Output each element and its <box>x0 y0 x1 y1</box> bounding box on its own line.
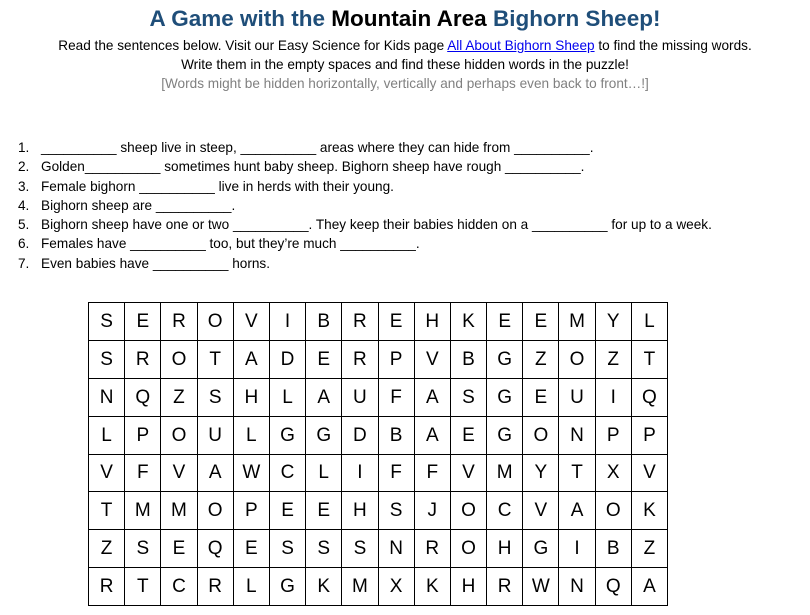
grid-cell[interactable]: L <box>269 378 305 416</box>
grid-cell[interactable]: O <box>197 303 233 341</box>
grid-cell[interactable]: M <box>125 492 161 530</box>
grid-cell[interactable]: M <box>161 492 197 530</box>
grid-cell[interactable]: B <box>306 303 342 341</box>
grid-cell[interactable]: F <box>378 454 414 492</box>
grid-cell[interactable]: D <box>342 416 378 454</box>
grid-cell[interactable]: O <box>161 340 197 378</box>
intro-line <box>0 38 810 53</box>
grid-cell[interactable]: L <box>89 416 125 454</box>
grid-cell[interactable]: T <box>89 492 125 530</box>
grid-cell[interactable]: L <box>233 568 269 606</box>
grid-row <box>89 303 668 341</box>
grid-cell[interactable]: P <box>631 416 667 454</box>
grid-cell[interactable]: A <box>306 378 342 416</box>
grid-cell[interactable]: K <box>414 568 450 606</box>
grid-cell[interactable]: E <box>233 530 269 568</box>
grid-cell[interactable]: I <box>595 378 631 416</box>
grid-row <box>89 530 668 568</box>
grid-cell[interactable]: O <box>559 340 595 378</box>
grid-cell[interactable]: E <box>125 303 161 341</box>
grid-cell[interactable]: A <box>414 416 450 454</box>
grid-cell[interactable]: U <box>559 378 595 416</box>
grid-cell[interactable]: K <box>306 568 342 606</box>
grid-cell[interactable]: A <box>414 378 450 416</box>
grid-cell[interactable]: C <box>487 492 523 530</box>
grid-cell[interactable]: G <box>306 416 342 454</box>
grid-cell[interactable]: Q <box>125 378 161 416</box>
grid-cell[interactable]: R <box>197 568 233 606</box>
question-item <box>18 138 712 157</box>
title-part-2: Mountain Area <box>331 6 487 31</box>
grid-cell[interactable]: A <box>631 568 667 606</box>
grid-cell[interactable]: R <box>89 568 125 606</box>
grid-row <box>89 454 668 492</box>
grid-cell[interactable]: B <box>450 340 486 378</box>
question-item <box>18 234 712 253</box>
grid-cell[interactable]: B <box>378 416 414 454</box>
grid-cell[interactable]: E <box>161 530 197 568</box>
question-text: Females have __________ too, but they’re much __________. <box>41 236 420 252</box>
grid-cell[interactable]: U <box>342 378 378 416</box>
grid-cell[interactable]: T <box>125 568 161 606</box>
grid-cell[interactable]: C <box>269 454 305 492</box>
question-text: Bighorn sheep have one or two __________. They keep their babies hidden on a __________ for up to a week. <box>41 217 712 233</box>
question-number: 1. <box>18 140 30 155</box>
grid-cell[interactable]: F <box>125 454 161 492</box>
grid-cell[interactable]: D <box>269 340 305 378</box>
grid-cell[interactable]: I <box>559 530 595 568</box>
grid-cell[interactable]: M <box>559 303 595 341</box>
grid-cell[interactable]: T <box>197 340 233 378</box>
grid-cell[interactable]: G <box>269 416 305 454</box>
grid-cell[interactable]: J <box>414 492 450 530</box>
question-item <box>18 177 712 196</box>
grid-cell[interactable]: V <box>450 454 486 492</box>
question-number: 4. <box>18 197 30 213</box>
grid-cell[interactable]: X <box>595 454 631 492</box>
grid-cell[interactable]: H <box>342 492 378 530</box>
grid-cell[interactable]: S <box>378 492 414 530</box>
grid-cell[interactable]: E <box>378 303 414 341</box>
intro-text-before: Read the sentences below. Visit our Easy Science for Kids page <box>58 38 445 53</box>
grid-cell[interactable]: R <box>342 340 378 378</box>
grid-cell[interactable]: P <box>233 492 269 530</box>
grid-cell[interactable]: A <box>233 340 269 378</box>
grid-row <box>89 340 668 378</box>
grid-cell[interactable]: K <box>450 303 486 341</box>
grid-cell[interactable]: E <box>523 378 559 416</box>
grid-cell[interactable]: G <box>487 416 523 454</box>
grid-cell[interactable]: O <box>161 416 197 454</box>
question-text: Female bighorn __________ live in herds with their young. <box>41 178 394 194</box>
question-number: 3. <box>18 178 30 194</box>
grid-cell[interactable]: Y <box>595 303 631 341</box>
instructions-line: Write them in the empty spaces and find these hidden words in the puzzle! <box>181 57 629 72</box>
question-text: Golden__________ sometimes hunt baby sheep. Bighorn sheep have rough __________. <box>41 159 585 175</box>
grid-cell[interactable]: K <box>631 492 667 530</box>
grid-cell[interactable]: G <box>487 340 523 378</box>
grid-cell[interactable]: E <box>269 492 305 530</box>
grid-cell[interactable]: W <box>233 454 269 492</box>
grid-cell[interactable]: V <box>414 340 450 378</box>
grid-cell[interactable]: F <box>414 454 450 492</box>
hint-note: [Words might be hidden horizontally, vertically and perhaps even back to front…!] <box>161 76 649 91</box>
grid-cell[interactable]: E <box>523 303 559 341</box>
grid-cell[interactable]: P <box>378 340 414 378</box>
grid-cell[interactable]: R <box>125 340 161 378</box>
grid-cell[interactable]: Y <box>523 454 559 492</box>
grid-cell[interactable]: F <box>378 378 414 416</box>
question-number: 7. <box>18 255 30 271</box>
grid-cell[interactable]: S <box>125 530 161 568</box>
grid-cell[interactable]: S <box>306 530 342 568</box>
grid-cell[interactable]: S <box>197 378 233 416</box>
grid-cell[interactable]: V <box>233 303 269 341</box>
grid-cell[interactable]: Z <box>89 530 125 568</box>
page-title <box>0 6 810 32</box>
grid-cell[interactable]: H <box>450 568 486 606</box>
question-number: 6. <box>18 236 30 252</box>
grid-cell[interactable]: L <box>631 303 667 341</box>
bighorn-sheep-link[interactable]: All About Bighorn Sheep <box>447 38 595 53</box>
grid-cell[interactable]: Q <box>197 530 233 568</box>
grid-cell[interactable]: S <box>450 378 486 416</box>
grid-cell[interactable]: U <box>197 416 233 454</box>
grid-cell[interactable]: Z <box>595 340 631 378</box>
grid-cell[interactable]: S <box>89 303 125 341</box>
intro-text-after: to find the missing words. <box>598 38 752 53</box>
title-part-3: Bighorn Sheep! <box>492 6 661 31</box>
grid-cell[interactable]: E <box>487 303 523 341</box>
grid-cell[interactable]: R <box>414 530 450 568</box>
grid-cell[interactable]: S <box>342 530 378 568</box>
grid-row <box>89 568 668 606</box>
grid-cell[interactable]: I <box>342 454 378 492</box>
grid-cell[interactable]: E <box>306 492 342 530</box>
question-text: Bighorn sheep are __________. <box>41 197 236 213</box>
grid-cell[interactable]: R <box>161 303 197 341</box>
grid-cell[interactable]: O <box>450 530 486 568</box>
grid-cell[interactable]: N <box>559 568 595 606</box>
grid-cell[interactable]: O <box>450 492 486 530</box>
grid-cell[interactable]: R <box>487 568 523 606</box>
grid-cell[interactable]: R <box>342 303 378 341</box>
grid-cell[interactable]: L <box>233 416 269 454</box>
question-list <box>18 138 712 273</box>
question-item <box>18 157 712 176</box>
title-part-1: A Game with the <box>149 6 325 31</box>
grid-cell[interactable]: O <box>523 416 559 454</box>
grid-cell[interactable]: V <box>631 454 667 492</box>
grid-cell[interactable]: V <box>161 454 197 492</box>
grid-cell[interactable]: A <box>559 492 595 530</box>
question-text: __________ sheep live in steep, __________ areas where they can hide from __________. <box>41 140 594 155</box>
grid-cell[interactable]: M <box>342 568 378 606</box>
grid-cell[interactable]: P <box>595 416 631 454</box>
grid-cell[interactable]: S <box>269 530 305 568</box>
question-text: Even babies have __________ horns. <box>41 255 271 271</box>
word-search-grid <box>88 302 668 606</box>
grid-cell[interactable]: L <box>306 454 342 492</box>
question-item <box>18 254 712 273</box>
grid-row <box>89 492 668 530</box>
grid-cell[interactable]: C <box>161 568 197 606</box>
grid-cell[interactable]: G <box>487 378 523 416</box>
grid-cell[interactable]: T <box>631 340 667 378</box>
grid-cell[interactable]: E <box>450 416 486 454</box>
grid-cell[interactable]: H <box>414 303 450 341</box>
grid-cell[interactable]: Q <box>595 568 631 606</box>
grid-cell[interactable]: M <box>487 454 523 492</box>
question-number: 2. <box>18 159 30 175</box>
question-number: 5. <box>18 217 30 233</box>
grid-cell[interactable]: P <box>125 416 161 454</box>
grid-cell[interactable]: G <box>523 530 559 568</box>
grid-cell[interactable]: Z <box>631 530 667 568</box>
grid-cell[interactable]: X <box>378 568 414 606</box>
grid-cell[interactable]: V <box>523 492 559 530</box>
grid-cell[interactable]: N <box>378 530 414 568</box>
grid-cell[interactable]: H <box>233 378 269 416</box>
grid-cell[interactable]: I <box>269 303 305 341</box>
question-item <box>18 215 712 234</box>
grid-cell[interactable]: N <box>89 378 125 416</box>
grid-cell[interactable]: Z <box>161 378 197 416</box>
grid-cell[interactable]: A <box>197 454 233 492</box>
grid-cell[interactable]: G <box>269 568 305 606</box>
grid-cell[interactable]: Z <box>523 340 559 378</box>
grid-cell[interactable]: N <box>559 416 595 454</box>
grid-cell[interactable]: W <box>523 568 559 606</box>
grid-cell[interactable]: H <box>487 530 523 568</box>
grid-cell[interactable]: S <box>89 340 125 378</box>
grid-cell[interactable]: T <box>559 454 595 492</box>
grid-row <box>89 416 668 454</box>
grid-cell[interactable]: B <box>595 530 631 568</box>
question-item <box>18 196 712 215</box>
grid-cell[interactable]: E <box>306 340 342 378</box>
grid-cell[interactable]: Q <box>631 378 667 416</box>
grid-cell[interactable]: O <box>595 492 631 530</box>
grid-cell[interactable]: V <box>89 454 125 492</box>
grid-row <box>89 378 668 416</box>
grid-cell[interactable]: O <box>197 492 233 530</box>
